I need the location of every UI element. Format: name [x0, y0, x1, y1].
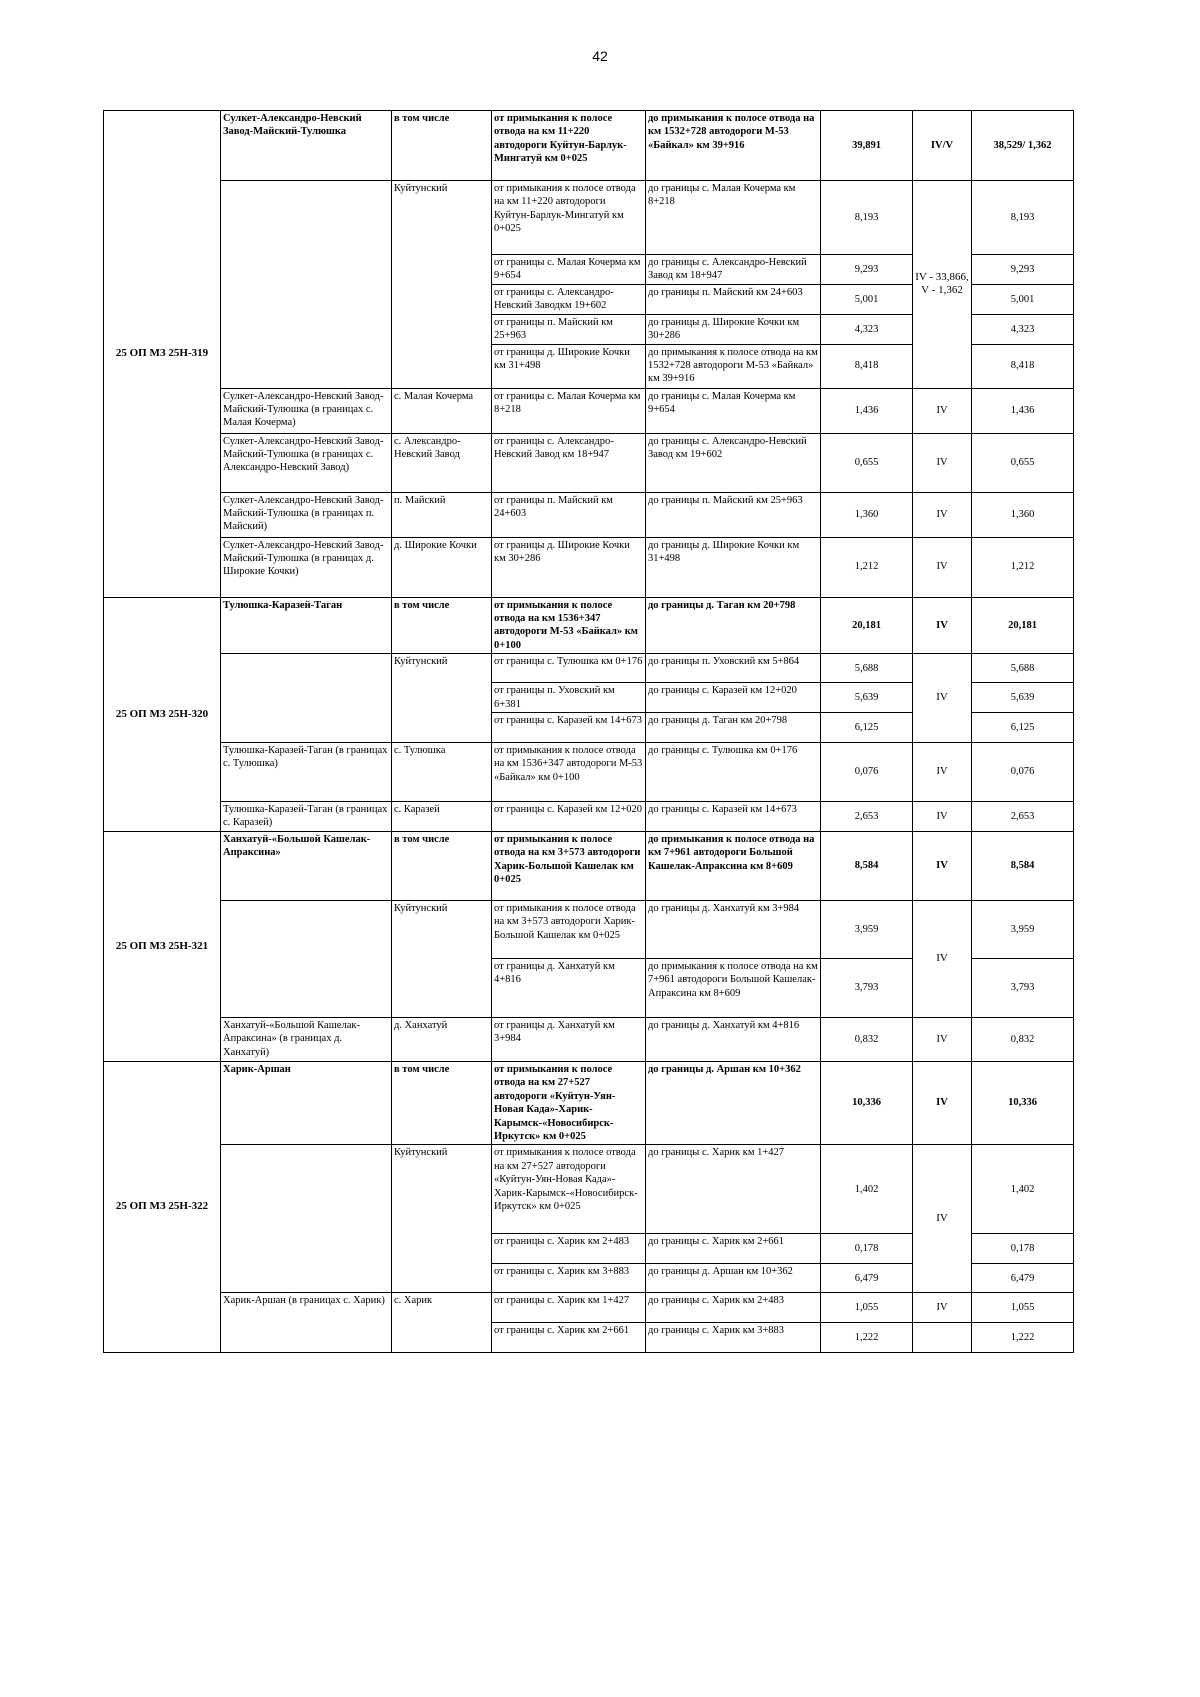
- to-cell: до границы с. Харик км 3+883: [646, 1323, 821, 1353]
- road-name: Тулюшка-Каразей-Таган: [221, 597, 392, 654]
- category-merged: IV: [913, 1145, 972, 1293]
- to-cell: до границы с. Харик км 2+483: [646, 1293, 821, 1323]
- from-cell: от границы с. Александро-Невский Завод км 18+947: [492, 433, 646, 492]
- district: Куйтунский: [392, 900, 492, 1017]
- length-cat-cell: 10,336: [972, 1061, 1074, 1144]
- to-cell: до границы д. Ханхатуй км 3+984: [646, 900, 821, 958]
- length-cat-cell: 0,076: [972, 743, 1074, 802]
- category-merged: IV - 33,866, V - 1,362: [913, 181, 972, 389]
- locality: с. Каразей: [392, 802, 492, 832]
- length-cell: 0,076: [821, 743, 913, 802]
- road-name: Сулкет-Александро-Невский Завод-Майский-Тулюшка (в границах с. Малая Кочерма): [221, 388, 392, 433]
- table-row: [104, 654, 1074, 683]
- length-cat-cell: 0,655: [972, 433, 1074, 492]
- length-cell: 4,323: [821, 314, 913, 344]
- to-cell: до границы д. Широкие Кочки км 30+286: [646, 314, 821, 344]
- table-row: [104, 597, 1074, 654]
- road-name: Сулкет-Александро-Невский Завод-Майский-Тулюшка (в границах с. Александро-Невский Завод): [221, 433, 392, 492]
- from-cell: от примыкания к полосе отвода на км 27+527 автодороги «Куйтун-Уян-Новая Када»-Харик-Карымск-«Новосибирск-Иркутск» км 0+025: [492, 1145, 646, 1234]
- from-cell: от границы п. Уховский км 6+381: [492, 683, 646, 713]
- district: Куйтунский: [392, 1145, 492, 1293]
- from-cell: от границы с. Каразей км 14+673: [492, 713, 646, 743]
- length-cat-cell: 6,125: [972, 713, 1074, 743]
- from-cell: от границы с. Малая Кочерма км 8+218: [492, 388, 646, 433]
- length-cell: 2,653: [821, 802, 913, 832]
- name-empty: [221, 1145, 392, 1293]
- from-cell: от примыкания к полосе отвода на км 11+220 автодороги Куйтун-Барлук-Мингатуй км 0+025: [492, 111, 646, 181]
- table-row: [104, 492, 1074, 537]
- length-cat-cell: 5,688: [972, 654, 1074, 683]
- to-cell: до границы с. Малая Кочерма км 8+218: [646, 181, 821, 255]
- to-cell: до границы с. Малая Кочерма км 9+654: [646, 388, 821, 433]
- from-cell: от примыкания к полосе отвода на км 11+220 автодороги Куйтун-Барлук-Мингатуй км 0+025: [492, 181, 646, 255]
- length-cat-cell: 0,178: [972, 1234, 1074, 1264]
- length-cell: 1,222: [821, 1323, 913, 1353]
- road-code: 25 ОП МЗ 25Н-319: [104, 111, 221, 598]
- table-row: [104, 433, 1074, 492]
- to-cell: до границы с. Каразей км 12+020: [646, 683, 821, 713]
- length-cell: 8,193: [821, 181, 913, 255]
- to-cell: до границы д. Широкие Кочки км 31+498: [646, 537, 821, 597]
- length-cat-cell: 5,639: [972, 683, 1074, 713]
- to-cell: до границы д. Таган км 20+798: [646, 713, 821, 743]
- from-cell: от границы с. Харик км 3+883: [492, 1264, 646, 1293]
- from-cell: от границы с. Харик км 2+483: [492, 1234, 646, 1264]
- to-cell: до границы с. Александро-Невский Завод км 18+947: [646, 255, 821, 285]
- length-cat-cell: 1,360: [972, 492, 1074, 537]
- length-cell: 1,402: [821, 1145, 913, 1234]
- road-code: 25 ОП МЗ 25Н-321: [104, 831, 221, 1061]
- road-name: Ханхатуй-«Большой Кашелак-Апраксина»: [221, 831, 392, 900]
- length-cat-cell: 8,193: [972, 181, 1074, 255]
- length-cell: 6,125: [821, 713, 913, 743]
- table-row: [104, 900, 1074, 958]
- from-cell: от границы д. Ханхатуй км 3+984: [492, 1017, 646, 1061]
- to-cell: до границы п. Уховский км 5+864: [646, 654, 821, 683]
- category-cell: IV: [913, 433, 972, 492]
- from-cell: от границы д. Широкие Кочки км 31+498: [492, 344, 646, 388]
- category-cell: IV: [913, 1017, 972, 1061]
- to-cell: до границы д. Таган км 20+798: [646, 597, 821, 654]
- length-cell: 0,832: [821, 1017, 913, 1061]
- from-cell: от границы п. Майский км 24+603: [492, 492, 646, 537]
- length-cell: 10,336: [821, 1061, 913, 1144]
- length-cell: 8,418: [821, 344, 913, 388]
- road-name: Харик-Аршан: [221, 1061, 392, 1144]
- to-cell: до границы д. Аршан км 10+362: [646, 1061, 821, 1144]
- road-name: Тулюшка-Каразей-Таган (в границах с. Тулюшка): [221, 743, 392, 802]
- table-row: [104, 1017, 1074, 1061]
- length-cat-cell: 3,959: [972, 900, 1074, 958]
- length-cat-cell: 8,418: [972, 344, 1074, 388]
- table-row: [104, 181, 1074, 255]
- length-cell: 39,891: [821, 111, 913, 181]
- length-cat-cell: 1,222: [972, 1323, 1074, 1353]
- district: Куйтунский: [392, 181, 492, 389]
- locality: с. Малая Кочерма: [392, 388, 492, 433]
- to-cell: до примыкания к полосе отвода на км 7+961 автодороги Большой Кашелак-Апраксина км 8+609: [646, 831, 821, 900]
- length-cat-cell: 1,055: [972, 1293, 1074, 1323]
- from-cell: от границы д. Широкие Кочки км 30+286: [492, 537, 646, 597]
- table-row: [104, 1293, 1074, 1323]
- from-cell: от границы с. Тулюшка км 0+176: [492, 654, 646, 683]
- from-cell: от границы с. Каразей км 12+020: [492, 802, 646, 832]
- locality: в том числе: [392, 597, 492, 654]
- category-cell: IV: [913, 743, 972, 802]
- from-cell: от границы с. Малая Кочерма км 9+654: [492, 255, 646, 285]
- from-cell: от границы с. Харик км 2+661: [492, 1323, 646, 1353]
- length-cat-cell: 38,529/ 1,362: [972, 111, 1074, 181]
- category-cell: IV: [913, 1293, 972, 1323]
- from-cell: от примыкания к полосе отвода на км 3+573 автодороги Харик-Большой Кашелак км 0+025: [492, 831, 646, 900]
- road-code: 25 ОП МЗ 25Н-322: [104, 1061, 221, 1352]
- category-cell: IV/V: [913, 111, 972, 181]
- length-cell: 8,584: [821, 831, 913, 900]
- table-row: [104, 831, 1074, 900]
- length-cell: 20,181: [821, 597, 913, 654]
- category-cell: IV: [913, 831, 972, 900]
- length-cat-cell: 1,212: [972, 537, 1074, 597]
- length-cat-cell: 6,479: [972, 1264, 1074, 1293]
- length-cat-cell: 8,584: [972, 831, 1074, 900]
- locality: с. Александро-Невский Завод: [392, 433, 492, 492]
- length-cell: 0,178: [821, 1234, 913, 1264]
- to-cell: до примыкания к полосе отвода на км 1532+728 автодороги М-53 «Байкал» км 39+916: [646, 111, 821, 181]
- length-cat-cell: 1,436: [972, 388, 1074, 433]
- to-cell: до границы с. Каразей км 14+673: [646, 802, 821, 832]
- name-empty: [221, 181, 392, 389]
- locality: п. Майский: [392, 492, 492, 537]
- road-name: Сулкет-Александро-Невский Завод-Майский-Тулюшка (в границах п. Майский): [221, 492, 392, 537]
- roads-table: [103, 110, 1074, 1353]
- page-number: 42: [592, 48, 608, 64]
- locality: с. Харик: [392, 1293, 492, 1353]
- category-cell: IV: [913, 537, 972, 597]
- to-cell: до границы п. Майский км 24+603: [646, 285, 821, 315]
- length-cell: 1,360: [821, 492, 913, 537]
- length-cell: 1,436: [821, 388, 913, 433]
- district: Куйтунский: [392, 654, 492, 743]
- to-cell: до границы с. Александро-Невский Завод км 19+602: [646, 433, 821, 492]
- road-name: Сулкет-Александро-Невский Завод-Майский-Тулюшка: [221, 111, 392, 181]
- length-cat-cell: 3,793: [972, 958, 1074, 1017]
- length-cell: 6,479: [821, 1264, 913, 1293]
- locality: в том числе: [392, 831, 492, 900]
- from-cell: от границы п. Майский км 25+963: [492, 314, 646, 344]
- length-cell: 1,055: [821, 1293, 913, 1323]
- from-cell: от границы д. Ханхатуй км 4+816: [492, 958, 646, 1017]
- table-row: [104, 388, 1074, 433]
- locality: д. Ханхатуй: [392, 1017, 492, 1061]
- locality: в том числе: [392, 111, 492, 181]
- locality: в том числе: [392, 1061, 492, 1144]
- table-row: [104, 802, 1074, 832]
- road-code: 25 ОП МЗ 25Н-320: [104, 597, 221, 831]
- length-cat-cell: 0,832: [972, 1017, 1074, 1061]
- table-row: [104, 1061, 1074, 1144]
- from-cell: от примыкания к полосе отвода на км 27+527 автодороги «Куйтун-Уян-Новая Када»-Харик-Карымск-«Новосибирск-Иркутск» км 0+025: [492, 1061, 646, 1144]
- road-name: Харик-Аршан (в границах с. Харик): [221, 1293, 392, 1353]
- category-cell: IV: [913, 388, 972, 433]
- table-row: [104, 1145, 1074, 1234]
- category-cell: IV: [913, 802, 972, 832]
- length-cell: 3,959: [821, 900, 913, 958]
- locality: с. Тулюшка: [392, 743, 492, 802]
- length-cell: 9,293: [821, 255, 913, 285]
- length-cat-cell: 1,402: [972, 1145, 1074, 1234]
- length-cat-cell: 5,001: [972, 285, 1074, 315]
- road-name: Ханхатуй-«Большой Кашелак-Апраксина» (в границах д. Ханхатуй): [221, 1017, 392, 1061]
- table-row: [104, 537, 1074, 597]
- to-cell: до границы с. Харик км 1+427: [646, 1145, 821, 1234]
- length-cell: 3,793: [821, 958, 913, 1017]
- locality: д. Широкие Кочки: [392, 537, 492, 597]
- name-empty: [221, 900, 392, 1017]
- to-cell: до границы с. Харик км 2+661: [646, 1234, 821, 1264]
- to-cell: до границы п. Майский км 25+963: [646, 492, 821, 537]
- length-cell: 5,001: [821, 285, 913, 315]
- road-name: Сулкет-Александро-Невский Завод-Майский-Тулюшка (в границах д. Широкие Кочки): [221, 537, 392, 597]
- from-cell: от примыкания к полосе отвода на км 1536+347 автодороги М-53 «Байкал» км 0+100: [492, 743, 646, 802]
- to-cell: до границы с. Тулюшка км 0+176: [646, 743, 821, 802]
- category-cell: IV: [913, 1061, 972, 1144]
- length-cell: 1,212: [821, 537, 913, 597]
- road-name: Тулюшка-Каразей-Таган (в границах с. Каразей): [221, 802, 392, 832]
- to-cell: до примыкания к полосе отвода на км 7+961 автодороги Большой Кашелак-Апраксина км 8+609: [646, 958, 821, 1017]
- to-cell: до границы д. Ханхатуй км 4+816: [646, 1017, 821, 1061]
- category-cell: IV: [913, 597, 972, 654]
- length-cell: 0,655: [821, 433, 913, 492]
- category-merged: IV: [913, 654, 972, 743]
- name-empty: [221, 654, 392, 743]
- from-cell: от границы с. Харик км 1+427: [492, 1293, 646, 1323]
- length-cat-cell: 9,293: [972, 255, 1074, 285]
- length-cell: 5,688: [821, 654, 913, 683]
- category-merged: IV: [913, 900, 972, 1017]
- table-row: [104, 743, 1074, 802]
- to-cell: до границы д. Аршан км 10+362: [646, 1264, 821, 1293]
- category-empty: [913, 1323, 972, 1353]
- length-cat-cell: 2,653: [972, 802, 1074, 832]
- from-cell: от примыкания к полосе отвода на км 3+573 автодороги Харик-Большой Кашелак км 0+025: [492, 900, 646, 958]
- from-cell: от примыкания к полосе отвода на км 1536+347 автодороги М-53 «Байкал» км 0+100: [492, 597, 646, 654]
- to-cell: до примыкания к полосе отвода на км 1532+728 автодороги М-53 «Байкал» км 39+916: [646, 344, 821, 388]
- length-cell: 5,639: [821, 683, 913, 713]
- category-cell: IV: [913, 492, 972, 537]
- table-row: [104, 111, 1074, 181]
- length-cat-cell: 4,323: [972, 314, 1074, 344]
- length-cat-cell: 20,181: [972, 597, 1074, 654]
- from-cell: от границы с. Александро-Невский Заводкм 19+602: [492, 285, 646, 315]
